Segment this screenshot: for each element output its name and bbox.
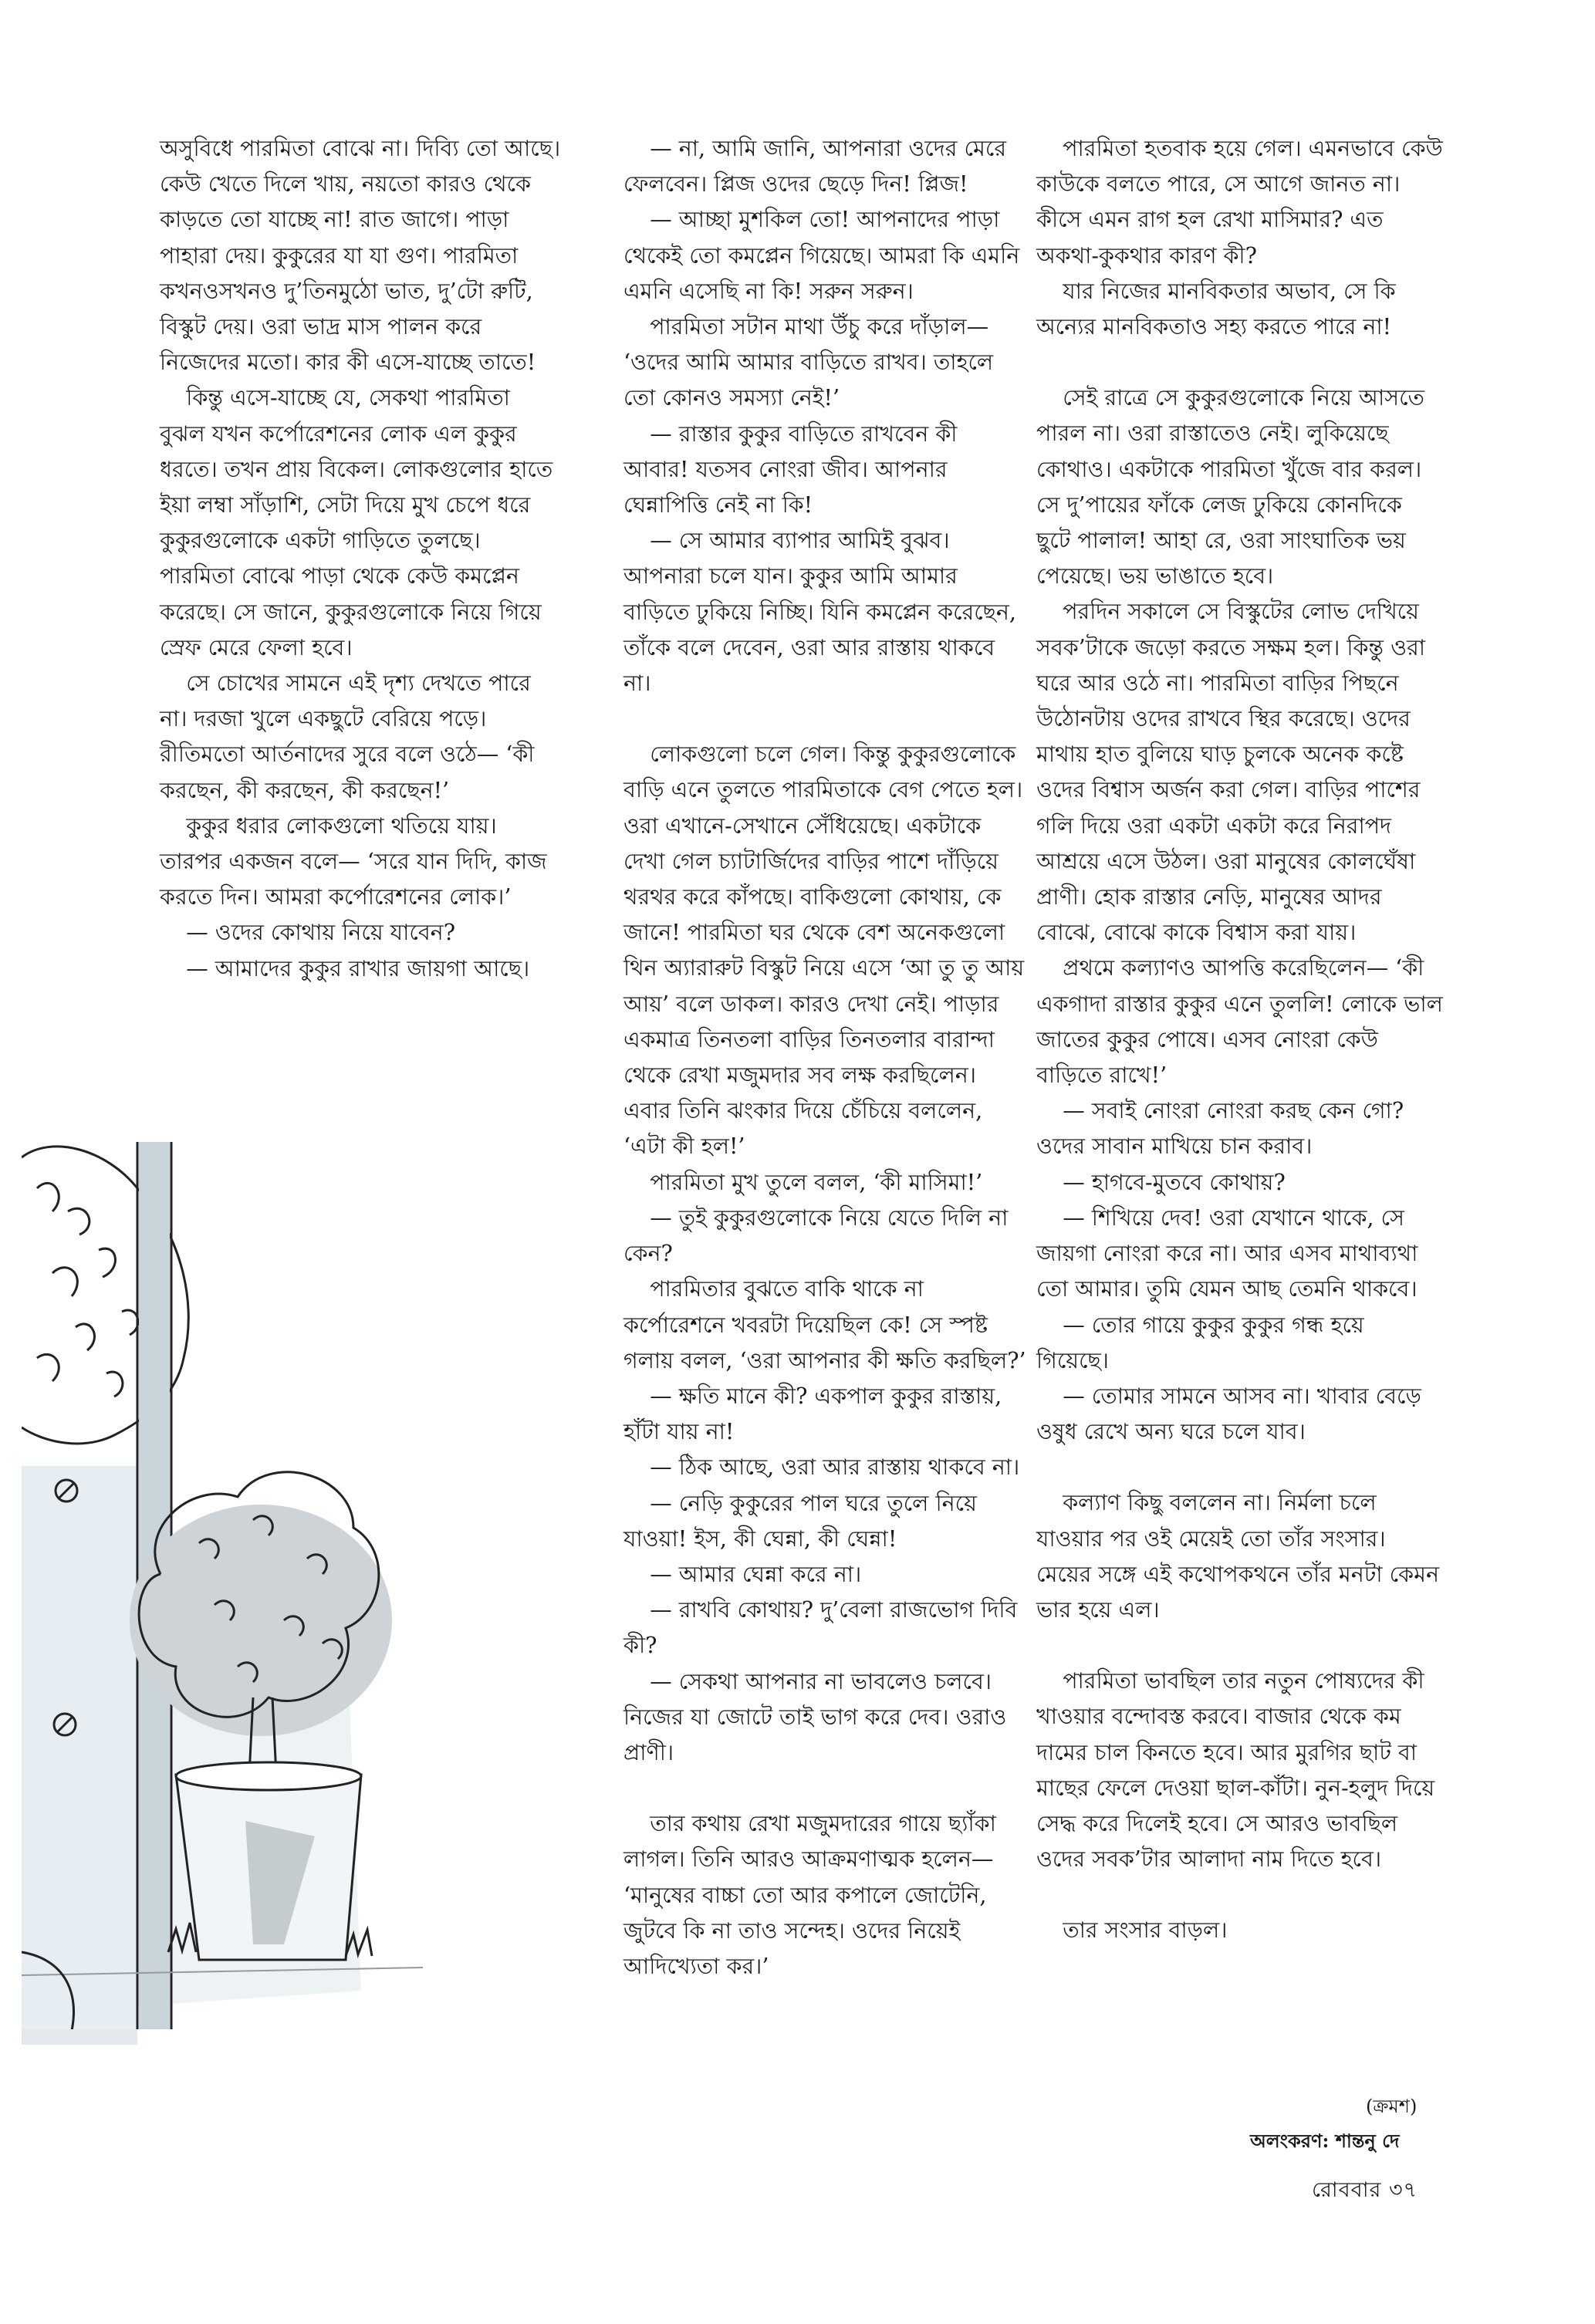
illustration-credit: অলংকরণ: শান্তনু দে [1250, 2130, 1400, 2152]
paragraph: তার কথায় রেখা মজুমদারের গায়ে ছ্যাঁকা লাগল। তিনি আরও আক্রমণাত্মক হলেন— ‘মানুষের বাচ্চা তো আর কপালে জোটেনি, জুটবে কি না তাও সন্দেহ। ওদের নিয়েই আদিখ্যেতা কর।’ [623, 1811, 996, 1979]
paragraph: — সেকথা আপনার না ভাবলেও চলবে। নিজের যা জোটে তাই ভাগ করে দেব। ওরাও প্রাণী। [623, 1668, 1007, 1765]
paragraph: পারমিতা হতবাক হয়ে গেল। এমনভাবে কেউ কাউকে বলতে পারে, সে আগে জানত না। কীসে এমন রাগ হল রেখা মাসিমার? এত অকথা-কুকথার কারণ কী? [1036, 136, 1443, 269]
paragraph: — রাখবি কোথায়? দু’বেলা রাজভোগ দিবি কী? [623, 1597, 1018, 1659]
paragraph: — না, আমি জানি, আপনারা ওদের মেরে ফেলবেন। প্লিজ ওদের ছেড়ে দিন! প্লিজ! [623, 136, 1006, 198]
paragraph: প্রথমে কল্যাণও আপত্তি করেছিলেন— ‘কী একগাদা রাস্তার কুকুর এনে তুললি! লোকে ভাল জাতের কুকুর পোষে। এসব নোংরা কেউ বাড়িতে রাখে!’ [1036, 955, 1443, 1089]
paragraph: কল্যাণ কিছু বললেন না। নির্মলা চলে যাওয়ার পর ওই মেয়েই তো তাঁর সংসার। মেয়ের সঙ্গে এই কথোপকথনে তাঁর মনটা কেমন ভার হয়ে এল। [1036, 1490, 1439, 1623]
to-be-continued: (ক্রমশ) [1366, 2096, 1418, 2117]
paragraph: কুকুর ধরার লোকগুলো থতিয়ে যায়। তারপর একজন বলে— ‘সরে যান দিদি, কাজ করতে দিন। আমরা কর্পোরেশনের লোক।’ [160, 812, 547, 910]
paragraph: — সে আমার ব্যাপার আমিই বুঝব। আপনারা চলে যান। কুকুর আমি আমার বাড়িতে ঢুকিয়ে নিচ্ছি। যিনি কমপ্লেন করেছেন, তাঁকে বলে দেবেন, ওরা আর রাস্তায় থাকবে না। [623, 528, 1016, 697]
column-3 [1036, 131, 1443, 1949]
paragraph: সে চোখের সামনে এই দৃশ্য দেখতে পারে না। দরজা খুলে একছুটে বেরিয়ে পড়ে। রীতিমতো আর্তনাদের সুরে বলে ওঠে— ‘কী করছেন, কী করছেন, কী করছেন!’ [160, 671, 535, 803]
column-2 [623, 131, 1029, 1985]
paragraph: — আমার ঘেন্না করে না। [650, 1561, 862, 1587]
paragraph: — রাস্তার কুকুর বাড়িতে রাখবেন কী আবার! যতসব নোংরা জীব। আপনার ঘেন্নাপিত্তি নেই না কি! [623, 421, 958, 519]
paragraph: লোকগুলো চলে গেল। কিন্তু কুকুরগুলোকে বাড়ি এনে তুলতে পারমিতাকে বেগ পেতে হল। ওরা এখানে-সেখানে সেঁধিয়েছে। একটাকে দেখা গেল চ্যাটার্জিদের বাড়ির পাশে দাঁড়িয়ে থরথর করে কাঁপছে। বাকিগুলো কোথায়, কে জানে! পারমিতা ঘর থেকে বেশ অনেকগুলো থিন অ্যারারুট বিস্কুট নিয়ে এসে ‘আ তু তু আয় আয়’ বলে ডাকল। কারও দেখা নেই। পাড়ার একমাত্র তিনতলা বাড়ির তিনতলার বারান্দা থেকে রেখা মজুমদার সব লক্ষ করছিলেন। এবার তিনি ঝংকার দিয়ে চেঁচিয়ে বললেন, ‘এটা কী হল!’ [623, 741, 1025, 1160]
paragraph: অসুবিধে পারমিতা বোঝে না। দিব্যি তো আছে। কেউ খেতে দিলে খায়, নয়তো কারও থেকে কাড়তে তো যাচ্ছে না! রাত জাগে। পাড়া পাহারা দেয়। কুকুরের যা যা গুণ। পারমিতা কখনওসখনও দু’তিনমুঠো ভাত, দু’টো রুটি, বিস্কুট দেয়। ওরা ভাদ্র মাস পালন করে নিজেদের মতো। কার কী এসে-যাচ্ছে তাতে! [160, 136, 561, 376]
paragraph: তার সংসার বাড়ল। [1063, 1917, 1228, 1944]
illustration-potted-plant [22, 1142, 423, 2045]
paragraph: — তোর গায়ে কুকুর কুকুর গন্ধ হয়ে গিয়েছে। [1036, 1312, 1364, 1373]
paragraph: যার নিজের মানবিকতার অভাব, সে কি অন্যের মানবিকতাও সহ্য করতে পারে না! [1036, 278, 1396, 340]
paragraph: — তোমার সামনে আসব না। খাবার বেড়ে ওষুধ রেখে অন্য ঘরে চলে যাব। [1036, 1383, 1421, 1445]
paragraph: — শিখিয়ে দেব! ওরা যেখানে থাকে, সে জায়গা নোংরা করে না। আর এসব মাথাব্যথা তো আমার। তুমি যেমন আছ তেমনি থাকবে। [1036, 1204, 1418, 1302]
paragraph: পরদিন সকালে সে বিস্কুটের লোভ দেখিয়ে সবক’টাকে জড়ো করতে সক্ষম হল। কিন্তু ওরা ঘরে আর ওঠে না। পারমিতা বাড়ির পিছনে উঠোনটায় ওদের রাখবে স্থির করেছে। ওদের মাথায় হাত বুলিয়ে ঘাড় চুলকে অনেক কষ্টে ওদের বিশ্বাস অর্জন করা গেল। বাড়ির পাশের গলি দিয়ে ওরা একটা একটা করে নিরাপদ আশ্রয়ে এসে উঠল। ওরা মানুষের কোলঘেঁষা প্রাণী। হোক রাস্তার নেড়ি, মানুষের আদর বোঝে, বোঝে কাকে বিশ্বাস করা যায়। [1036, 599, 1426, 946]
paragraph: পারমিতার বুঝতে বাকি থাকে না কর্পোরেশনে খবরটা দিয়েছিল কে! সে স্পষ্ট গলায় বলল, ‘ওরা আপনার কী ক্ষতি করছিল?’ [623, 1276, 1026, 1373]
paragraph: — সবাই নোংরা নোংরা করছ কেন গো? ওদের সাবান মাখিয়ে চান করাব। [1036, 1098, 1404, 1160]
paragraph: পারমিতা ভাবছিল তার নতুন পোষ্যদের কী খাওয়ার বন্দোবস্ত করবে। বাজার থেকে কম দামের চাল কিনতে হবে। আর মুরগির ছাট বা মাছের ফেলে দেওয়া ছাল-কাঁটা। নুন-হলুদ দিয়ে সেদ্ধ করে দিলেই হবে। সে আরও ভাবছিল ওদের সবক’টার আলাদা নাম দিতে হবে। [1036, 1668, 1435, 1873]
paragraph: পারমিতা মুখ তুলে বলল, ‘কী মাসিমা!’ [650, 1169, 983, 1195]
paragraph: — ঠিক আছে, ওরা আর রাস্তায় থাকবে না। [650, 1454, 1020, 1481]
paragraph: কিন্তু এসে-যাচ্ছে যে, সেকথা পারমিতা বুঝল যখন কর্পোরেশনের লোক এল কুকুর ধরতে। তখন প্রায় বিকেল। লোকগুলোর হাতে ইয়া লম্বা সাঁড়াশি, সেটা দিয়ে মুখ চেপে ধরে কুকুরগুলোকে একটা গাড়িতে তুলছে। পারমিতা বোঝে পাড়া থেকে কেউ কমপ্লেন করেছে। সে জানে, কুকুরগুলোকে নিয়ে গিয়ে স্রেফ মেরে ফেলা হবে। [160, 385, 553, 660]
column-1 [160, 131, 561, 987]
paragraph: সেই রাত্রে সে কুকুরগুলোকে নিয়ে আসতে পারল না। ওরা রাস্তাতেও নেই। লুকিয়েছে কোথাও। একটাকে পারমিতা খুঁজে বার করল। সে দু’পায়ের ফাঁকে লেজ ঢুকিয়ে কোনদিকে ছুটে পালাল! আহা রে, ওরা সাংঘাতিক ভয় পেয়েছে। ভয় ভাঙাতে হবে। [1036, 385, 1424, 589]
paragraph: পারমিতা সটান মাথা উঁচু করে দাঁড়াল— ‘ওদের আমি আমার বাড়িতে রাখব। তাহলে তো কোনও সমস্যা নেই!’ [623, 314, 994, 411]
paragraph: — আমাদের কুকুর রাখার জায়গা আছে। [186, 955, 530, 981]
paragraph: — আচ্ছা মুশকিল তো! আপনাদের পাড়া থেকেই তো কমপ্লেন গিয়েছে। আমরা কি এমনি এমনি এসেছি না কি! সরুন সরুন। [623, 207, 1020, 304]
paragraph: — নেড়ি কুকুরের পাল ঘরে তুলে নিয়ে যাওয়া! ইস, কী ঘেন্না, কী ঘেন্না! [623, 1490, 977, 1552]
page-folio: রোববার ৩৭ [1312, 2178, 1418, 2202]
paragraph: — ক্ষতি মানে কী? একপাল কুকুর রাস্তায়, হাঁটা যায় না! [623, 1383, 1002, 1445]
paragraph: — ওদের কোথায় নিয়ে যাবেন? [186, 920, 455, 946]
paragraph: — হাগবে-মুতবে কোথায়? [1063, 1169, 1286, 1195]
paragraph: — তুই কুকুরগুলোকে নিয়ে যেতে দিলি না কেন? [623, 1204, 1009, 1267]
